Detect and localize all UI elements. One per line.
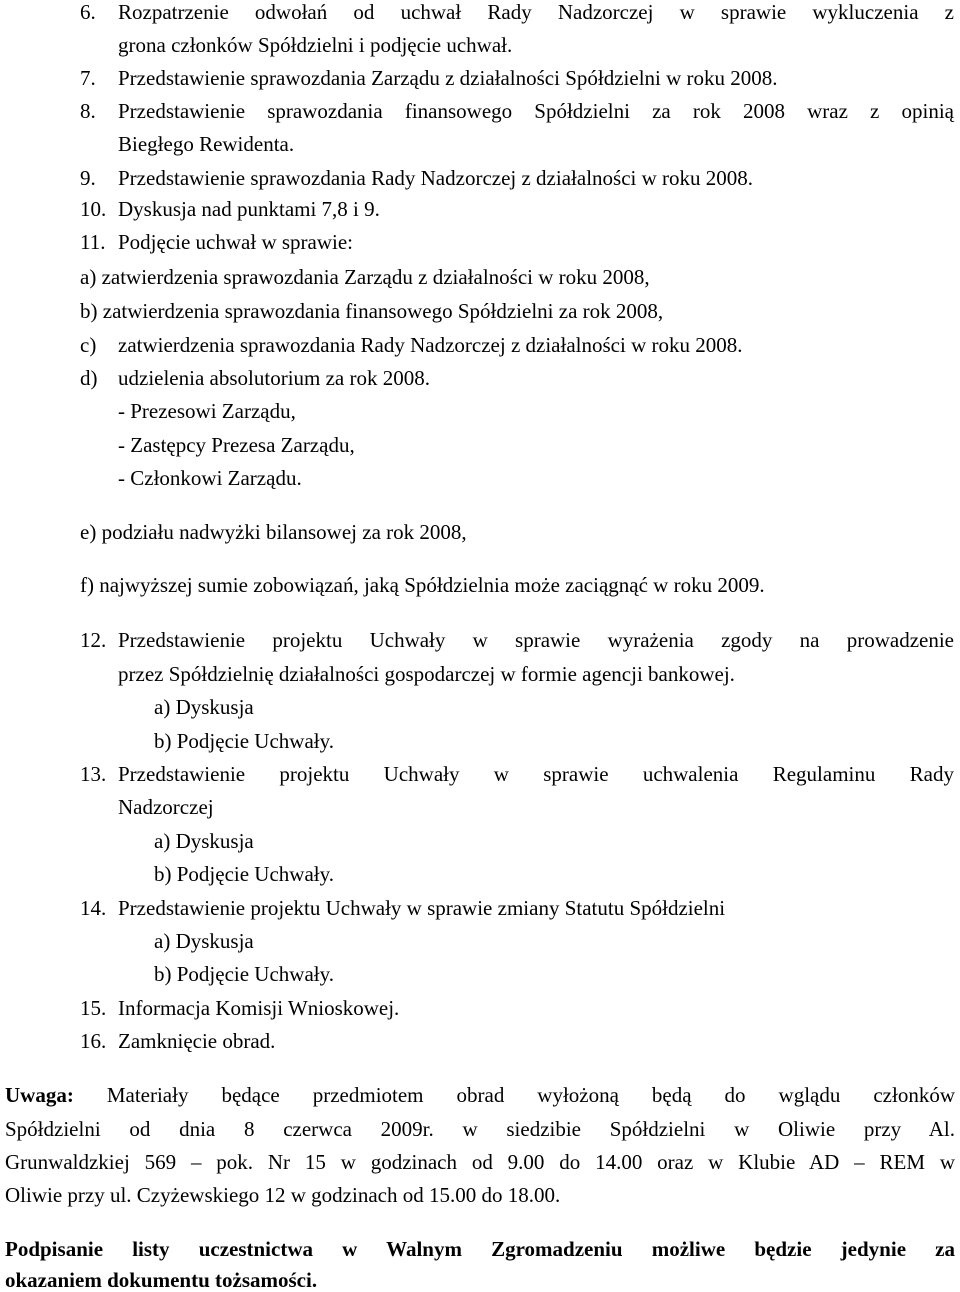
- agenda-item-12-sub-b: b) Podjęcie Uchwały.: [154, 729, 334, 753]
- agenda-item-6-line-2: grona członków Spółdzielni i podjęcie uchwał.: [118, 33, 513, 57]
- agenda-item-11-sub-c: zatwierdzenia sprawozdania Rady Nadzorczej z działalności w roku 2008.: [118, 333, 743, 357]
- agenda-item-15-text: Informacja Komisji Wnioskowej.: [118, 996, 400, 1020]
- agenda-item-11-sub-d-2: - Zastępcy Prezesa Zarządu,: [118, 433, 355, 457]
- agenda-item-10-number: 10.: [80, 197, 107, 221]
- agenda-item-12-line-1: Przedstawienie projektu Uchwały w sprawie wyrażenia zgody na prowadzenie: [118, 628, 954, 652]
- agenda-item-11-sub-d-3: - Członkowi Zarządu.: [118, 466, 302, 490]
- agenda-item-14-text: Przedstawienie projektu Uchwały w sprawie zmiany Statutu Spółdzielni: [118, 896, 726, 920]
- agenda-item-12-number: 12.: [80, 628, 107, 652]
- agenda-item-11-sub-d-label: d): [80, 366, 98, 390]
- agenda-item-11-sub-d-1: - Prezesowi Zarządu,: [118, 399, 296, 423]
- agenda-item-13-sub-a: a) Dyskusja: [154, 829, 254, 853]
- agenda-item-11-text: Podjęcie uchwał w sprawie:: [118, 230, 354, 254]
- agenda-item-8-line-2: Biegłego Rewidenta.: [118, 132, 295, 156]
- agenda-item-6-number: 6.: [80, 0, 96, 24]
- agenda-item-11-sub-a: a) zatwierdzenia sprawozdania Zarządu z działalności w roku 2008,: [80, 265, 650, 289]
- agenda-item-8-line-1: Przedstawienie sprawozdania finansowego Spółdzielni za rok 2008 wraz z opinią: [118, 99, 954, 123]
- agenda-item-11-sub-d: udzielenia absolutorium za rok 2008.: [118, 366, 430, 390]
- agenda-item-12-line-2: przez Spółdzielnię działalności gospodarczej w formie agencji bankowej.: [118, 662, 735, 686]
- agenda-item-13-number: 13.: [80, 762, 107, 786]
- note-line-2: Spółdzielni od dnia 8 czerwca 2009r. w siedzibie Spółdzielni w Oliwie przy Al.: [5, 1117, 955, 1141]
- footer-line-2: okazaniem dokumentu tożsamości.: [5, 1268, 318, 1292]
- note-label: Uwaga:: [5, 1083, 74, 1107]
- agenda-item-7-number: 7.: [80, 66, 96, 90]
- agenda-item-6-line-1: Rozpatrzenie odwołań od uchwał Rady Nadzorczej w sprawie wykluczenia z: [118, 0, 954, 24]
- agenda-item-11-sub-e: e) podziału nadwyżki bilansowej za rok 2008,: [80, 520, 467, 544]
- agenda-item-15-number: 15.: [80, 996, 107, 1020]
- note-line-3: Grunwaldzkiej 569 – pok. Nr 15 w godzinach od 9.00 do 14.00 oraz w Klubie AD – REM w: [5, 1150, 955, 1174]
- agenda-item-8-number: 8.: [80, 99, 96, 123]
- agenda-item-9-text: Przedstawienie sprawozdania Rady Nadzorczej z działalności w roku 2008.: [118, 166, 754, 190]
- agenda-item-11-sub-f: f) najwyższej sumie zobowiązań, jaką Spółdzielnia może zaciągnąć w roku 2009.: [80, 573, 765, 597]
- agenda-item-14-number: 14.: [80, 896, 107, 920]
- agenda-item-14-sub-a: a) Dyskusja: [154, 929, 254, 953]
- agenda-item-7-text: Przedstawienie sprawozdania Zarządu z działalności Spółdzielni w roku 2008.: [118, 66, 778, 90]
- agenda-item-12-sub-a: a) Dyskusja: [154, 695, 254, 719]
- footer-line-1: Podpisanie listy uczestnictwa w Walnym Zgromadzeniu możliwe będzie jedynie za: [5, 1237, 955, 1261]
- agenda-item-13-line-2: Nadzorczej: [118, 795, 214, 819]
- agenda-item-13-line-1: Przedstawienie projektu Uchwały w sprawie uchwalenia Regulaminu Rady: [118, 762, 954, 786]
- agenda-item-14-sub-b: b) Podjęcie Uchwały.: [154, 962, 334, 986]
- agenda-item-16-text: Zamknięcie obrad.: [118, 1029, 276, 1053]
- note-line-1: [5, 1083, 955, 1107]
- agenda-item-11-sub-b: b) zatwierdzenia sprawozdania finansowego Spółdzielni za rok 2008,: [80, 299, 664, 323]
- agenda-item-11-number: 11.: [80, 230, 106, 254]
- note-line-4: Oliwie przy ul. Czyżewskiego 12 w godzinach od 15.00 do 18.00.: [5, 1183, 561, 1207]
- agenda-item-10-text: Dyskusja nad punktami 7,8 i 9.: [118, 197, 380, 221]
- agenda-item-11-sub-c-label: c): [80, 333, 97, 357]
- note-line-1-text: Materiały będące przedmiotem obrad wyłożoną będą do wglądu członków: [106, 1083, 955, 1107]
- agenda-item-16-number: 16.: [80, 1029, 107, 1053]
- agenda-item-9-number: 9.: [80, 166, 96, 190]
- agenda-item-13-sub-b: b) Podjęcie Uchwały.: [154, 862, 334, 886]
